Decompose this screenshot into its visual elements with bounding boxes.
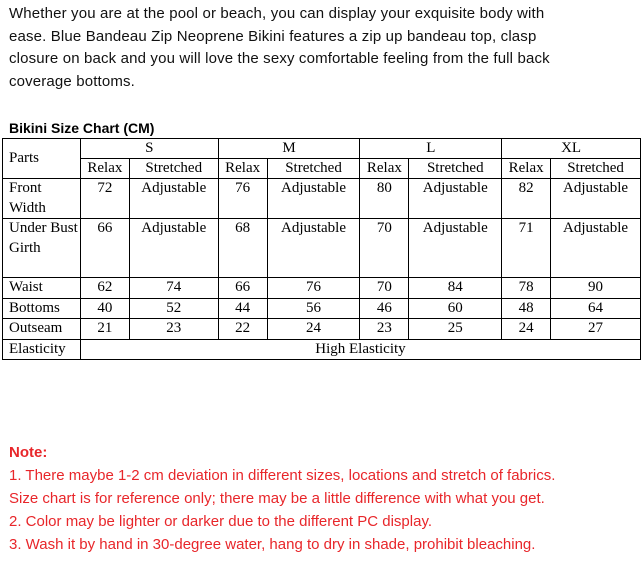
size-header-l: L <box>360 139 502 159</box>
table-cell: 70 <box>360 278 409 299</box>
table-cell: 25 <box>409 319 502 340</box>
note-line: Size chart is for reference only; there may be a little difference with what you get. <box>9 490 545 507</box>
table-cell: 27 <box>551 319 641 340</box>
description-line: coverage bottoms. <box>9 72 135 90</box>
table-cell: 80 <box>360 179 409 219</box>
size-chart-table <box>2 138 641 360</box>
description-line: ease. Blue Bandeau Zip Neoprene Bikini features a zip up bandeau top, clasp <box>9 27 537 45</box>
table-cell: Adjustable <box>267 219 360 278</box>
notes-title: Note: <box>9 444 48 461</box>
sub-header-row <box>3 159 641 179</box>
table-row-front-width <box>3 179 641 219</box>
table-row-outseam <box>3 319 641 340</box>
note-line: 3. Wash it by hand in 30-degree water, hang to dry in shade, prohibit bleaching. <box>9 536 536 553</box>
table-cell: 68 <box>218 219 267 278</box>
row-label: Elasticity <box>3 339 81 360</box>
table-cell: 24 <box>502 319 551 340</box>
sub-header-relax: Relax <box>218 159 267 179</box>
parts-header: Parts <box>3 139 81 179</box>
table-cell: 21 <box>80 319 129 340</box>
product-description <box>9 3 637 93</box>
table-cell: 64 <box>551 298 641 319</box>
table-cell: 60 <box>409 298 502 319</box>
description-line: closure on back and you will love the sexy comfortable feeling from the full back <box>9 50 550 67</box>
table-cell: 66 <box>218 278 267 299</box>
table-cell: 71 <box>502 219 551 278</box>
elasticity-value: High Elasticity <box>80 339 640 360</box>
table-cell: 74 <box>129 278 218 299</box>
table-cell: 52 <box>129 298 218 319</box>
table-cell: 82 <box>502 179 551 219</box>
table-cell: Adjustable <box>551 179 641 219</box>
table-cell: Adjustable <box>129 219 218 278</box>
table-cell: 40 <box>80 298 129 319</box>
row-label: Bottoms <box>3 298 81 319</box>
table-cell: 78 <box>502 278 551 299</box>
size-header-s: S <box>80 139 218 159</box>
sub-header-relax: Relax <box>80 159 129 179</box>
table-cell: Adjustable <box>409 179 502 219</box>
table-cell: 76 <box>267 278 360 299</box>
table-cell: 23 <box>360 319 409 340</box>
note-line: 2. Color may be lighter or darker due to the different PC display. <box>9 513 432 530</box>
row-label: Front Width <box>3 179 81 219</box>
table-row-elasticity <box>3 339 641 360</box>
table-cell: 48 <box>502 298 551 319</box>
sub-header-stretched: Stretched <box>129 159 218 179</box>
notes-section <box>9 441 641 556</box>
table-cell: 44 <box>218 298 267 319</box>
table-cell: Adjustable <box>551 219 641 278</box>
note-line: 1. There maybe 1-2 cm deviation in different sizes, locations and stretch of fabrics. <box>9 467 556 484</box>
sub-header-stretched: Stretched <box>551 159 641 179</box>
sub-header-relax: Relax <box>360 159 409 179</box>
table-cell: Adjustable <box>267 179 360 219</box>
size-header-m: M <box>218 139 360 159</box>
table-cell: 46 <box>360 298 409 319</box>
table-row-under-bust-girth <box>3 219 641 278</box>
table-cell: 84 <box>409 278 502 299</box>
table-cell: 76 <box>218 179 267 219</box>
table-row-bottoms <box>3 298 641 319</box>
row-label: Under Bust Girth <box>3 219 81 278</box>
size-header-row <box>3 139 641 159</box>
table-cell: Adjustable <box>409 219 502 278</box>
table-cell: 66 <box>80 219 129 278</box>
sub-header-stretched: Stretched <box>267 159 360 179</box>
table-row-waist <box>3 278 641 299</box>
row-label: Waist <box>3 278 81 299</box>
table-cell: 23 <box>129 319 218 340</box>
table-cell: 90 <box>551 278 641 299</box>
table-cell: 62 <box>80 278 129 299</box>
table-cell: Adjustable <box>129 179 218 219</box>
sub-header-relax: Relax <box>502 159 551 179</box>
row-label: Outseam <box>3 319 81 340</box>
table-cell: 70 <box>360 219 409 278</box>
size-chart-title: Bikini Size Chart (CM) <box>9 120 155 136</box>
table-cell: 22 <box>218 319 267 340</box>
size-header-xl: XL <box>502 139 641 159</box>
table-cell: 24 <box>267 319 360 340</box>
description-line: Whether you are at the pool or beach, you can display your exquisite body with <box>9 5 545 22</box>
table-cell: 56 <box>267 298 360 319</box>
table-cell: 72 <box>80 179 129 219</box>
sub-header-stretched: Stretched <box>409 159 502 179</box>
